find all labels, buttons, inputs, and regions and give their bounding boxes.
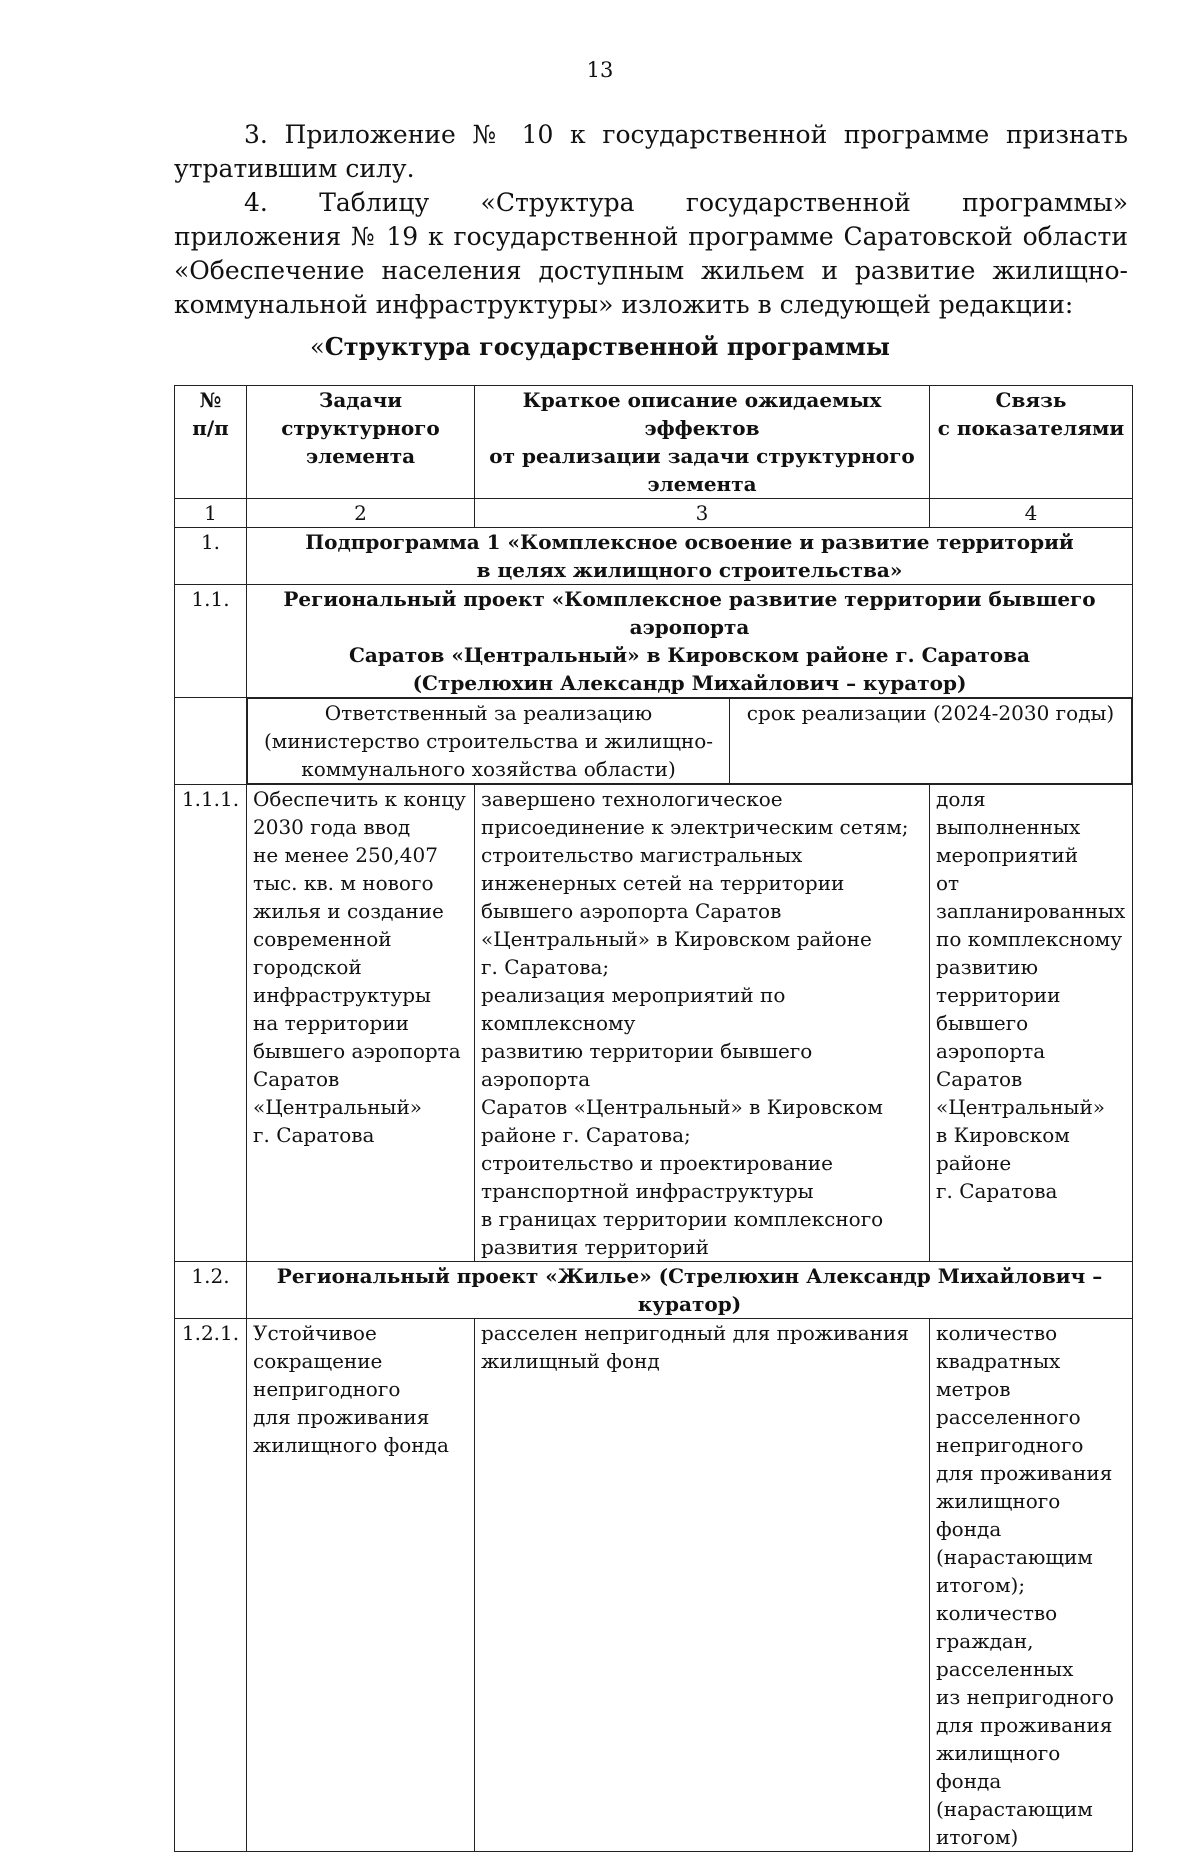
- col-number: 4: [930, 499, 1133, 528]
- header-effects: Краткое описание ожидаемых эффектов от реализации задачи структурного элемента: [475, 386, 930, 499]
- paragraph-4: 4. Таблицу «Структура государственной программы» приложения № 19 к государственной программе Саратовской области «Обеспечение населения доступным жильем и развитие жилищно-коммунальной инфраструктуры» изложить в следующей редакции:: [174, 188, 1128, 319]
- implementation-term: срок реализации (2024-2030 годы): [730, 699, 1132, 784]
- project-title: Региональный проект «Жилье» (Стрелюхин Александр Михайлович – куратор): [247, 1262, 1133, 1319]
- responsible-row: [175, 698, 1133, 785]
- header-indicators: Связь с показателями: [930, 386, 1133, 499]
- project-row-1-2: [175, 1262, 1133, 1319]
- page-number: 13: [586, 58, 614, 82]
- table-title: [0, 332, 1200, 361]
- effects-cell: расселен непригодный для проживания жилищный фонд: [475, 1319, 930, 1852]
- project-title: Региональный проект «Комплексное развитие территории бывшего аэропорта Саратов «Центральный» в Кировском районе г. Саратова (Стрелюхин Александр Михайлович – куратор): [247, 585, 1133, 698]
- project-row-1-1: [175, 585, 1133, 698]
- subprogram-title: Подпрограмма 1 «Комплексное освоение и развитие территорий в целях жилищного строительства»: [247, 528, 1133, 585]
- subprogram-row: [175, 528, 1133, 585]
- column-number-row: [175, 499, 1133, 528]
- row-number: 1.1.: [175, 585, 247, 698]
- indicators-cell: доля выполненных мероприятий от запланированных по комплексному развитию территории бывшего аэропорта Саратов «Центральный» в Кировском районе г. Саратова: [930, 785, 1133, 1262]
- header-num: № п/п: [175, 386, 247, 499]
- table-row: [175, 785, 1133, 1262]
- row-number: 1.1.1.: [175, 785, 247, 1262]
- row-number: 1.2.: [175, 1262, 247, 1319]
- responsible-party: Ответственный за реализацию (министерство строительства и жилищно- коммунального хозяйства области): [248, 699, 730, 784]
- col-number: 2: [247, 499, 475, 528]
- header-row: [175, 386, 1133, 499]
- indicators-cell: количество квадратных метров расселенного непригодного для проживания жилищного фонда (нарастающим итогом); количество граждан, расселенных из непригодного для проживания жилищного фонда (нарастающим итогом): [930, 1319, 1133, 1852]
- empty-cell: [175, 698, 247, 785]
- row-number: 1.: [175, 528, 247, 585]
- effects-cell: завершено технологическое присоединение к электрическим сетям; строительство магистральных инженерных сетей на территории бывшего аэропорта Саратов «Центральный» в Кировском районе г. Саратова; реализация мероприятий по комплексному развитию территории бывшего аэропорта Саратов «Центральный» в Кировском районе г. Саратова; строительство и проектирование транспортной инфраструктуры в границах территории комплексного развития территорий: [475, 785, 930, 1262]
- col-number: 1: [175, 499, 247, 528]
- header-tasks: Задачи структурного элемента: [247, 386, 475, 499]
- table-row: [175, 1319, 1133, 1852]
- task-cell: Устойчивое сокращение непригодного для проживания жилищного фонда: [247, 1319, 475, 1852]
- row-number: 1.2.1.: [175, 1319, 247, 1852]
- col-number: 3: [475, 499, 930, 528]
- responsible-cell: [247, 698, 1133, 785]
- structure-table: [174, 385, 1133, 1852]
- task-cell: Обеспечить к концу 2030 года ввод не менее 250,407 тыс. кв. м нового жилья и создание современной городской инфраструктуры на территории бывшего аэропорта Саратов «Центральный» г. Саратова: [247, 785, 475, 1262]
- title-quote: «: [310, 333, 325, 361]
- title-text: Структура государственной программы: [324, 332, 890, 361]
- paragraph-3: 3. Приложение № 10 к государственной программе признать утратившим силу.: [174, 120, 1128, 183]
